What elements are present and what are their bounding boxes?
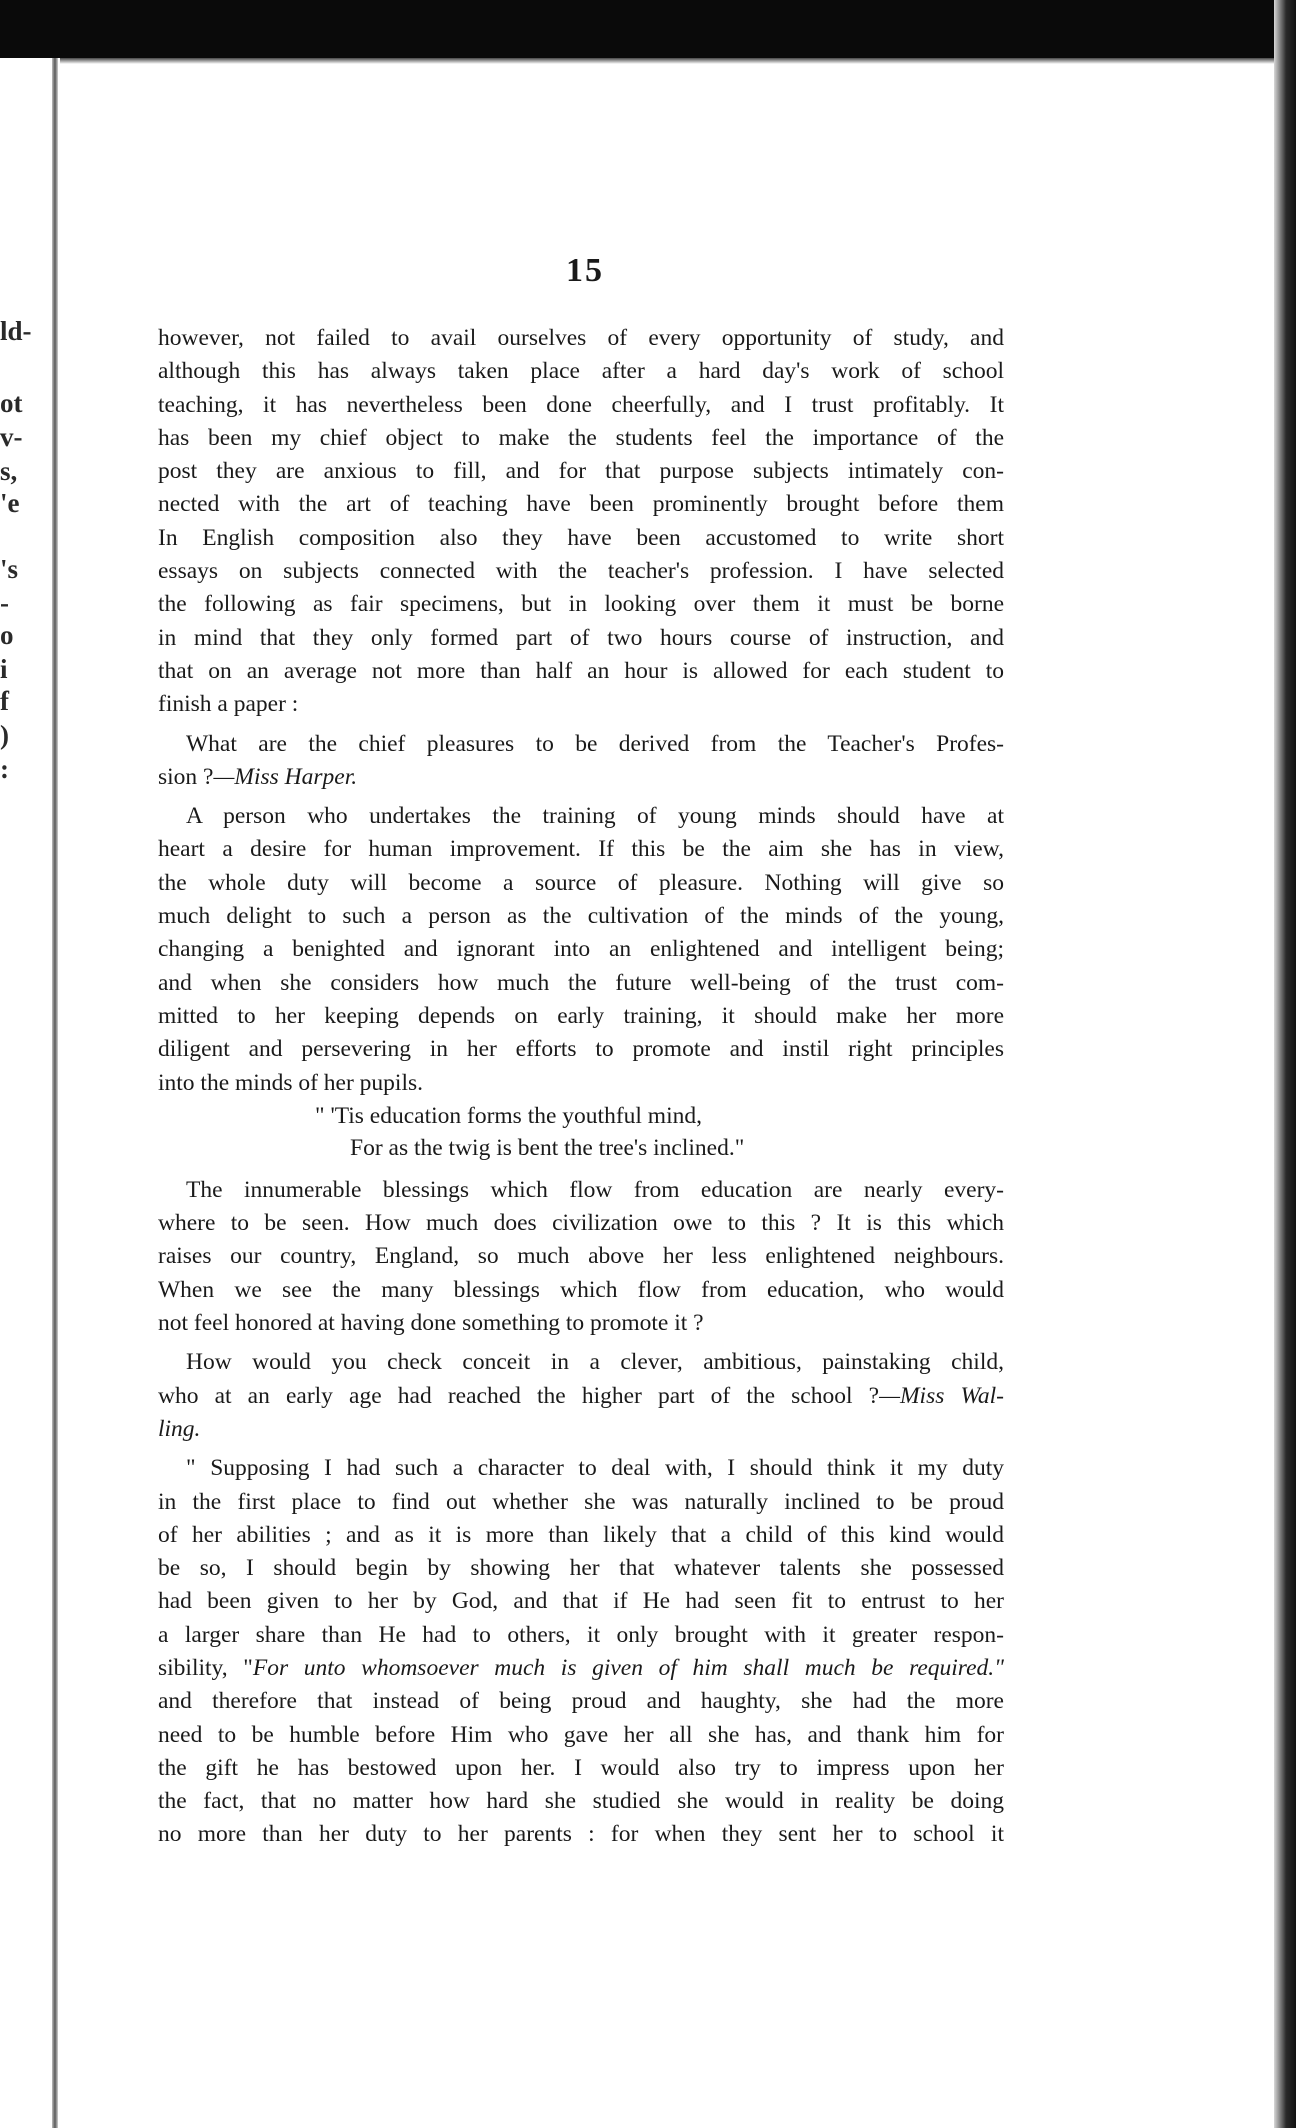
page-number: 15 [566, 252, 604, 289]
text-line: raises our country, England, so much above her less enlightened neighbours. [158, 1243, 1004, 1270]
verse-line: " 'Tis education forms the youthful mind, [315, 1102, 702, 1129]
text-line: much delight to such a person as the cultivation of the minds of the young, [158, 903, 1004, 930]
facing-page-fragment: ot [0, 388, 23, 418]
facing-page-fragment: 'e [0, 488, 20, 518]
text-line: teaching, it has nevertheless been done cheerfully, and I trust profitably. It [158, 391, 1004, 418]
text-line: the whole duty will become a source of pleasure. Nothing will give so [158, 869, 1004, 896]
text-line: of her abilities ; and as it is more than likely that a child of this kind would [158, 1521, 1004, 1548]
text-line: nected with the art of teaching have been prominently brought before them [158, 491, 1004, 518]
text-line: where to be seen. How much does civilization owe to this ? It is this which [158, 1210, 1004, 1237]
text-line: When we see the many blessings which flow from education, who would [158, 1276, 1004, 1303]
text-line: the gift he has bestowed upon her. I would also try to impress upon her [158, 1754, 1004, 1781]
page-body [158, 322, 1004, 1852]
text-line: finish a paper : [158, 691, 299, 718]
text-line: heart a desire for human improvement. If this be the aim she has in view, [158, 836, 1004, 863]
quote-line [158, 1652, 1004, 1685]
scan-top-border [0, 0, 1296, 58]
question-text: who at an early age had reached the higher part of the school ? [158, 1382, 880, 1409]
student-name: —Miss Wal- [879, 1382, 1004, 1409]
text-line: diligent and persevering in her efforts to promote and instil right principles [158, 1036, 1004, 1063]
facing-page-fragment: 's [0, 554, 19, 584]
text-line: and therefore that instead of being proud and haughty, she had the more [158, 1688, 1004, 1715]
verse-line: For as the twig is bent the tree's inclined." [350, 1134, 745, 1161]
question-heading-cont [158, 1380, 1004, 1413]
text-line: not feel honored at having done something to promote it ? [158, 1310, 704, 1337]
text-span: sibility, " [158, 1654, 253, 1681]
text-line: has been my chief object to make the students feel the importance of the [158, 424, 1004, 451]
text-line: although this has always taken place after a hard day's work of school [158, 358, 1004, 385]
facing-page-fragment: v- [0, 422, 23, 452]
question-heading-end [158, 761, 1004, 794]
text-line: In English composition also they have been accustomed to write short [158, 524, 1004, 551]
facing-page-fragment: i [0, 654, 8, 684]
facing-page-fragment: s, [0, 456, 18, 486]
facing-page-fragment: : [0, 754, 9, 784]
facing-page-fragment: f [0, 686, 9, 716]
text-line: be so, I should begin by showing her that whatever talents she possessed [158, 1555, 1004, 1582]
book-gutter [52, 58, 58, 2128]
text-line: a larger share than He had to others, it only brought with it greater respon- [158, 1621, 1004, 1648]
text-line: had been given to her by God, and that if He had seen fit to entrust to her [158, 1588, 1004, 1615]
text-line: mitted to her keeping depends on early training, it should make her more [158, 1002, 1004, 1029]
question-heading: How would you check conceit in a clever, ambitious, painstaking child, [186, 1349, 1004, 1376]
facing-page-fragment: o [0, 620, 14, 650]
text-line: in the first place to find out whether she was naturally inclined to be proud [158, 1488, 1004, 1515]
scripture-quote: For unto whomsoever much is given of him shall much be required." [252, 1654, 1004, 1681]
facing-page-fragment: ) [0, 720, 9, 750]
text-line: The innumerable blessings which flow from education are nearly every- [186, 1176, 1004, 1203]
text-line: into the minds of her pupils. [158, 1069, 424, 1096]
student-name: —Miss Harper. [213, 763, 358, 790]
text-line: post they are anxious to fill, and for that purpose subjects intimately con- [158, 458, 1004, 485]
text-line: in mind that they only formed part of two hours course of instruction, and [158, 624, 1004, 651]
scan-right-edge [1274, 0, 1296, 2128]
facing-page-fragment: ld- [0, 316, 32, 346]
text-line: however, not failed to avail ourselves of every opportunity of study, and [158, 325, 1004, 351]
text-line: the fact, that no matter how hard she studied she would in reality be doing [158, 1788, 1004, 1815]
text-line: " Supposing I had such a character to deal with, I should think it my duty [186, 1455, 1004, 1482]
text-line: A person who undertakes the training of young minds should have at [186, 803, 1004, 830]
text-line: essays on subjects connected with the teacher's profession. I have selected [158, 558, 1004, 585]
question-heading: What are the chief pleasures to be derived from the Teacher's Profes- [186, 730, 1004, 757]
student-name-end: ling. [158, 1415, 201, 1442]
text-line: need to be humble before Him who gave her all she has, and thank him for [158, 1721, 1004, 1748]
text-line: no more than her duty to her parents : for when they sent her to school it [158, 1821, 1004, 1848]
text-line: changing a benighted and ignorant into an enlightened and intelligent being; [158, 936, 1004, 963]
facing-page-fragment: - [0, 588, 9, 618]
text-line: and when she considers how much the future well-being of the trust com- [158, 969, 1004, 996]
text-line: the following as fair specimens, but in looking over them it must be borne [158, 591, 1004, 618]
question-text: sion ? [158, 763, 214, 790]
facing-page-margin [0, 58, 60, 2128]
text-line: that on an average not more than half an hour is allowed for each student to [158, 657, 1004, 684]
